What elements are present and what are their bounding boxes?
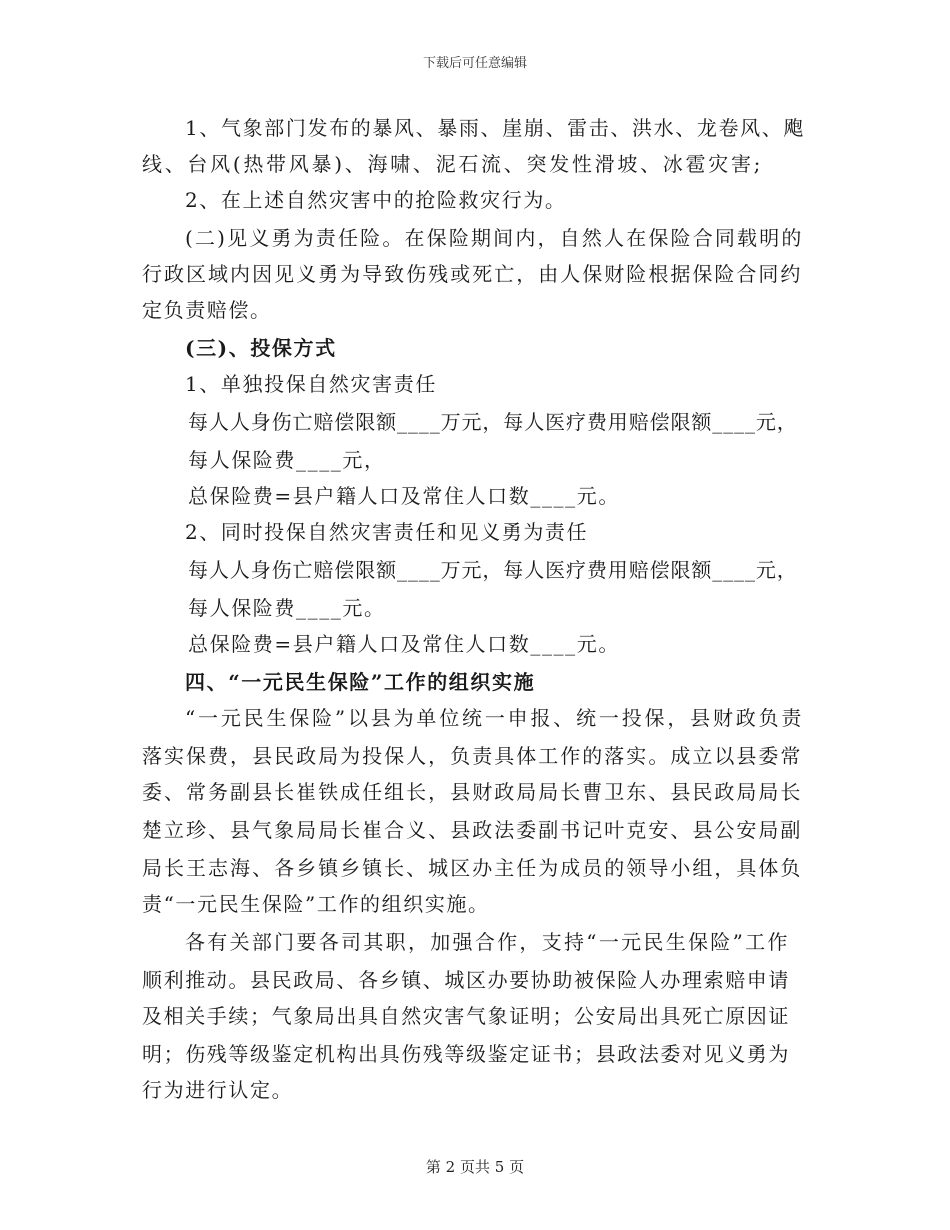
paragraph-line: (二)见义勇为责任险。在保险期间内，自然人在保险合同载明的 <box>185 226 803 250</box>
paragraph-line: 每人人身伤亡赔偿限额____万元，每人医疗费用赔偿限额____元， <box>188 558 798 582</box>
paragraph-line: 2、同时投保自然灾害责任和见义勇为责任 <box>185 520 589 544</box>
paragraph-line: 局长王志海、各乡镇乡镇长、城区办主任为成员的领导小组，具体负 <box>142 856 802 880</box>
paragraph-line: 每人保险费____元。 <box>188 596 386 620</box>
paragraph-line: 委、常务副县长崔铁成任组长，县财政局局长曹卫东、县民政局局长 <box>142 780 802 804</box>
paragraph-line: 总保险费=县户籍人口及常住人口数____元。 <box>188 632 620 656</box>
paragraph-line: 1、气象部门发布的暴风、暴雨、崖崩、雷击、洪水、龙卷风、飑 <box>185 116 805 140</box>
paragraph-line: 责“一元民生保险”工作的组织实施。 <box>142 892 490 916</box>
section-heading: (三)、投保方式 <box>185 336 337 360</box>
paragraph-line: 及相关手续；气象局出具自然灾害气象证明；公安局出具死亡原因证 <box>142 1004 790 1028</box>
paragraph-line: 落实保费，县民政局为投保人，负责具体工作的落实。成立以县委常 <box>142 744 802 768</box>
page-header: 下载后可任意编辑 <box>422 56 527 71</box>
paragraph-line: 总保险费=县户籍人口及常住人口数____元。 <box>188 484 620 508</box>
paragraph-line: 行政区域内因见义勇为导致伤残或死亡，由人保财险根据保险合同约 <box>142 262 802 286</box>
paragraph-line: 2、在上述自然灾害中的抢险救灾行为。 <box>185 188 567 212</box>
paragraph-line: 楚立珍、县气象局局长崔合义、县政法委副书记叶克安、县公安局副 <box>142 818 802 842</box>
paragraph-line: “一元民生保险”以县为单位统一申报、统一投保，县财政负责 <box>185 706 803 730</box>
paragraph-line: 顺利推动。县民政局、各乡镇、城区办要协助被保险人办理索赔申请 <box>142 968 790 992</box>
paragraph-line: 每人保险费____元， <box>188 448 386 472</box>
paragraph-line: 各有关部门要各司其职，加强合作，支持“一元民生保险”工作 <box>185 930 789 954</box>
paragraph-line: 1、单独投保自然灾害责任 <box>185 372 437 396</box>
section-heading: 四、“一元民生保险”工作的组织实施 <box>185 670 536 694</box>
page-footer: 第 2 页共 5 页 <box>425 1158 525 1176</box>
paragraph-line: 每人人身伤亡赔偿限额____万元，每人医疗费用赔偿限额____元， <box>188 410 798 434</box>
paragraph-line: 明；伤残等级鉴定机构出具伤残等级鉴定证书；县政法委对见义勇为 <box>142 1042 790 1066</box>
paragraph-line: 线、台风(热带风暴)、海啸、泥石流、突发性滑坡、冰雹灾害; <box>142 152 762 176</box>
paragraph-line: 行为进行认定。 <box>142 1078 294 1102</box>
paragraph-line: 定负责赔偿。 <box>142 298 272 322</box>
